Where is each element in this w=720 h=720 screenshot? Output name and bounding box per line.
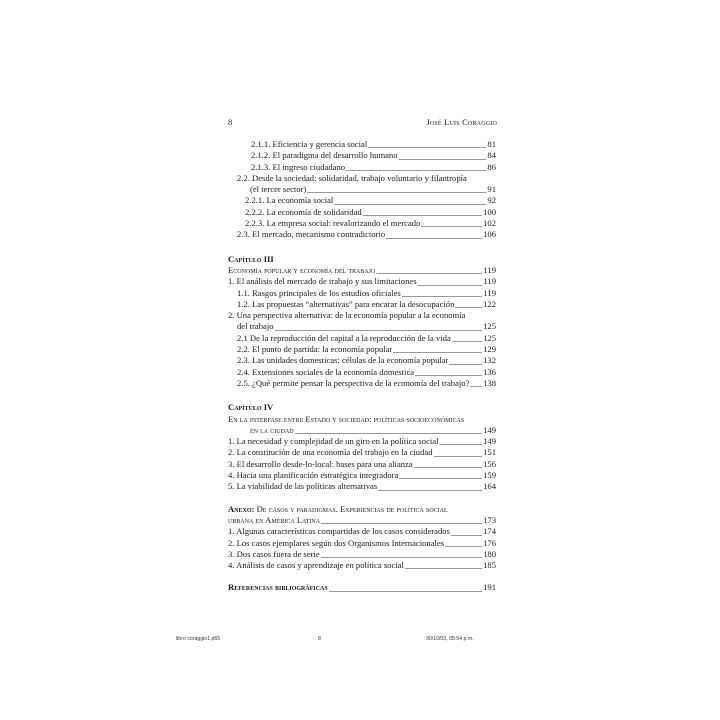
toc-entry-cont: del trabajo 125 [237, 321, 496, 332]
toc-entry: 2.4. Extensiones sociales de la economía domestica 136 [237, 366, 496, 377]
toc-entry: 2.3. Las unidades domesticas: células de la economía popular 132 [237, 355, 496, 366]
chapter-title: Economía popular y economía del trabajo 119 [228, 264, 496, 275]
running-header-author: José Luis Coraggio [426, 117, 497, 127]
toc-entry: 1. El análisis del mercado de trabajo y sus limitaciones 119 [228, 276, 496, 287]
toc-entry: 2.1.1. Eficiencia y gerencia social 81 [251, 139, 496, 149]
toc-entry: 2.2.3. La empresa social: revalorizando el mercado 102 [245, 218, 496, 229]
toc-entry: 5. La viabilidad de las políticas alternativas 164 [228, 481, 496, 492]
toc-entry: 3. El desarrollo desde-lo-local: bases para una alianza 156 [228, 458, 496, 469]
toc-entry: 1.2. Las propuestas “alternativas” para encarar la desocupación 122 [237, 298, 496, 309]
toc-entry: 2.1.2. El paradigma del desarrollo humano 84 [251, 150, 496, 161]
toc-entry: 2.2. El punto de partida: la economía popular 129 [237, 344, 496, 355]
page-number: 8 [228, 117, 233, 127]
toc-entry: 1. Algunas características compartidas de los casos considerados 174 [228, 526, 496, 537]
toc-entry: 2.5. ¿Qué permite pensar la perspectiva de la economía del trabajo? 138 [237, 377, 496, 388]
toc-entry: 2. Una perspectiva alternativa: de la economía popular a la economía [228, 310, 466, 321]
chapter-title: En la interfase entre Estado y sociedad: políticas socioeconómicas [228, 413, 465, 424]
chapter-title: urbana en América Latina 173 [228, 514, 496, 525]
toc-entry: 1. La necesidad y complejidad de un giro en la política social 149 [228, 436, 496, 447]
toc-entry: 2.2.1. La economía social 92 [245, 195, 496, 206]
references-entry: Referencias bibliográficas 191 [228, 582, 496, 593]
chapter-heading: Capítulo IV [228, 402, 274, 413]
table-of-contents [228, 139, 496, 594]
toc-entry: 2. Los casos ejemplares según dos Organismos Internacionales 176 [228, 537, 496, 548]
toc-entry: 4. Análisis de casos y aprendizaje en política social 185 [228, 560, 496, 571]
footer-datetime: 30/10/03, 05:54 p.m. [426, 636, 474, 642]
toc-entry: 2.3. El mercado, mecanismo contradictorio 106 [237, 229, 496, 240]
toc-entry: 1.1. Rasgos principales de los estudios oficiales 119 [237, 287, 496, 298]
toc-entry-cont: (el tercer sector) 91 [250, 184, 496, 195]
chapter-title-cont: en la ciudad 149 [250, 424, 496, 435]
toc-entry: 4. Hacia una planificación estratégica integradora 159 [228, 470, 496, 481]
toc-entry: 2.1.3. El ingreso ciudadano 86 [251, 161, 496, 172]
footer-page-number: 8 [318, 636, 321, 642]
toc-entry: 2.2. Desde la sociedad: solidaridad, trabajo voluntario y filantropía [237, 172, 467, 183]
chapter-heading: Capítulo III [228, 253, 274, 264]
footer-filename: libro coraggio1.p65 [176, 636, 221, 642]
chapter-heading: Anexo: De casos y paradigmas. Experiencias de política social [228, 503, 448, 514]
toc-entry: 3. Dos casos fuera de serie 180 [228, 548, 496, 559]
toc-entry: 2.1 De la reproducción del capital a la reproducción de la vida 125 [237, 332, 496, 343]
toc-entry: 2. La constitución de una economía del trabajo en la ciudad 151 [228, 447, 496, 458]
toc-entry: 2.2.2. La economía de solidaridad 100 [245, 206, 496, 217]
